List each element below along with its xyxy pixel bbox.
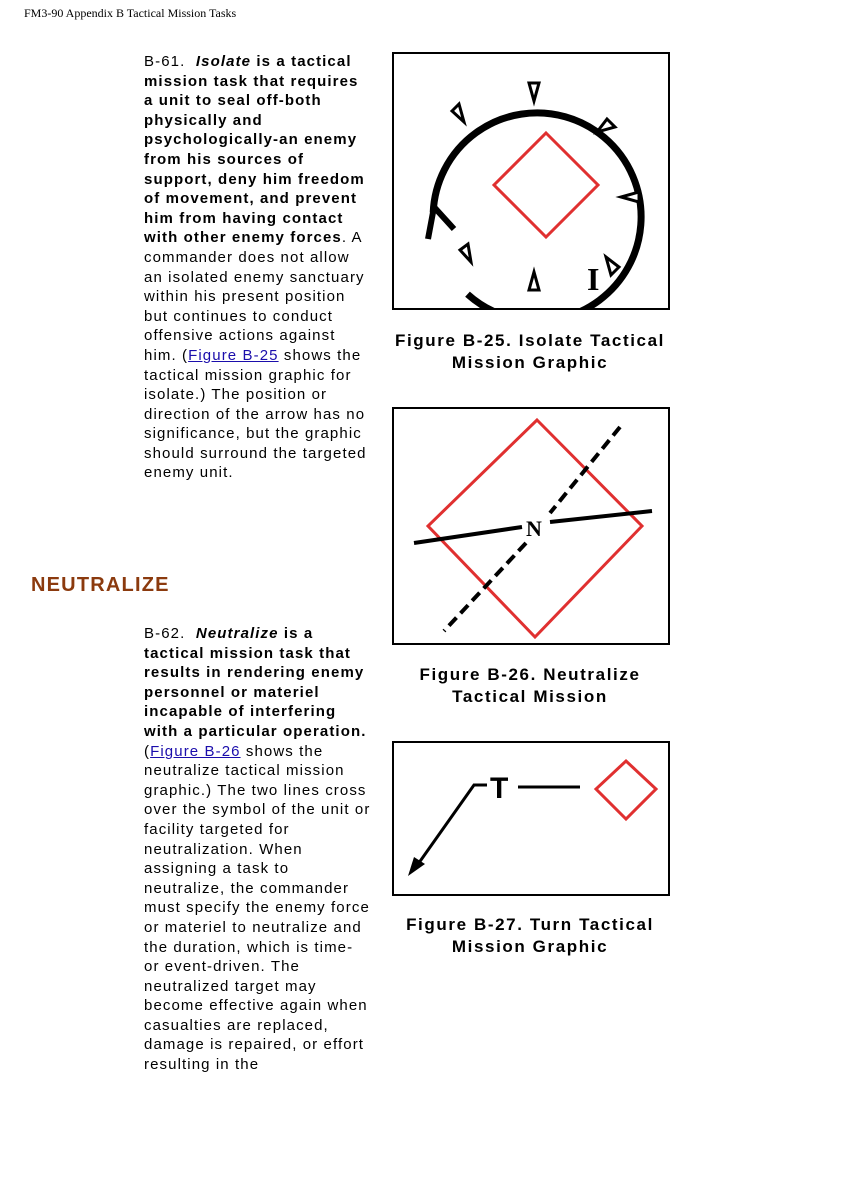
paragraph-number: B-61. [144, 53, 186, 70]
body-text: ( [144, 742, 151, 760]
caption-line: Figure B-27. Turn Tactical [406, 915, 654, 934]
enemy-unit-symbol [494, 133, 598, 237]
definition-isolate: is a tactical mission task that requires a unit to seal off-both physically and psychologically-an enemy from his sources of support, deny him freedom of movement, and prevent him from having contact with other enemy forces [144, 53, 365, 247]
paragraph-number: B-62. [144, 625, 186, 642]
task-letter: I [587, 261, 600, 297]
caption-line: Figure B-25. Isolate Tactical [395, 331, 665, 350]
term-isolate: Isolate [195, 53, 252, 70]
neutralize-line-dashed [550, 427, 620, 513]
caption-line: Tactical Mission [452, 686, 608, 706]
figure-b26-caption [380, 664, 680, 707]
term-neutralize: Neutralize [195, 625, 279, 642]
body-text: shows the neutralize tactical mission graphic.) The two lines cross over the symbol of the unit or facility targeted for neutralization. When assigning a task to neutralize, the commander must specify the enemy force or materiel to neutralize and the duration, which is time- or event-driven. The neutralized target may become effective again when casualties are replaced, damage is repaired, or effort resulting in the [144, 742, 371, 1074]
caption-line: Mission Graphic [451, 936, 609, 956]
figure-b25-link[interactable]: Figure B-25 [188, 346, 279, 364]
turn-path [416, 785, 487, 867]
figure-b27-turn-graphic [392, 741, 670, 896]
enemy-unit-symbol [596, 761, 656, 819]
running-head: FM3-90 Appendix B Tactical Mission Tasks [24, 6, 237, 20]
task-letter: T [490, 772, 509, 805]
body-text: . A commander does not allow an isolated enemy sanctuary within his present position but continues to conduct offensive actions against him. ( [144, 229, 365, 364]
section-heading-neutralize: NEUTRALIZE [31, 574, 170, 596]
figure-b25-isolate-graphic [392, 52, 670, 310]
figure-b27-caption [380, 914, 680, 957]
paragraph-b61 [144, 52, 372, 483]
caption-line: Figure B-26. Neutralize [419, 665, 641, 684]
task-letter: N [526, 516, 542, 541]
body-text: shows the tactical mission graphic for isolate.) The position or direction of the arrow has no significance, but the graphic should surround the targeted enemy unit. [144, 346, 367, 482]
figure-b26-link[interactable]: Figure B-26 [150, 742, 241, 760]
figure-b25-caption [380, 330, 680, 373]
figure-b26-neutralize-graphic [392, 407, 670, 645]
paragraph-b62 [144, 624, 372, 1075]
arrowhead-icon [428, 207, 454, 239]
definition-neutralize: is a tactical mission task that results in rendering enemy personnel or materiel incapable of interfering with a particular operation. [144, 625, 367, 740]
caption-line: Mission Graphic [451, 352, 609, 372]
